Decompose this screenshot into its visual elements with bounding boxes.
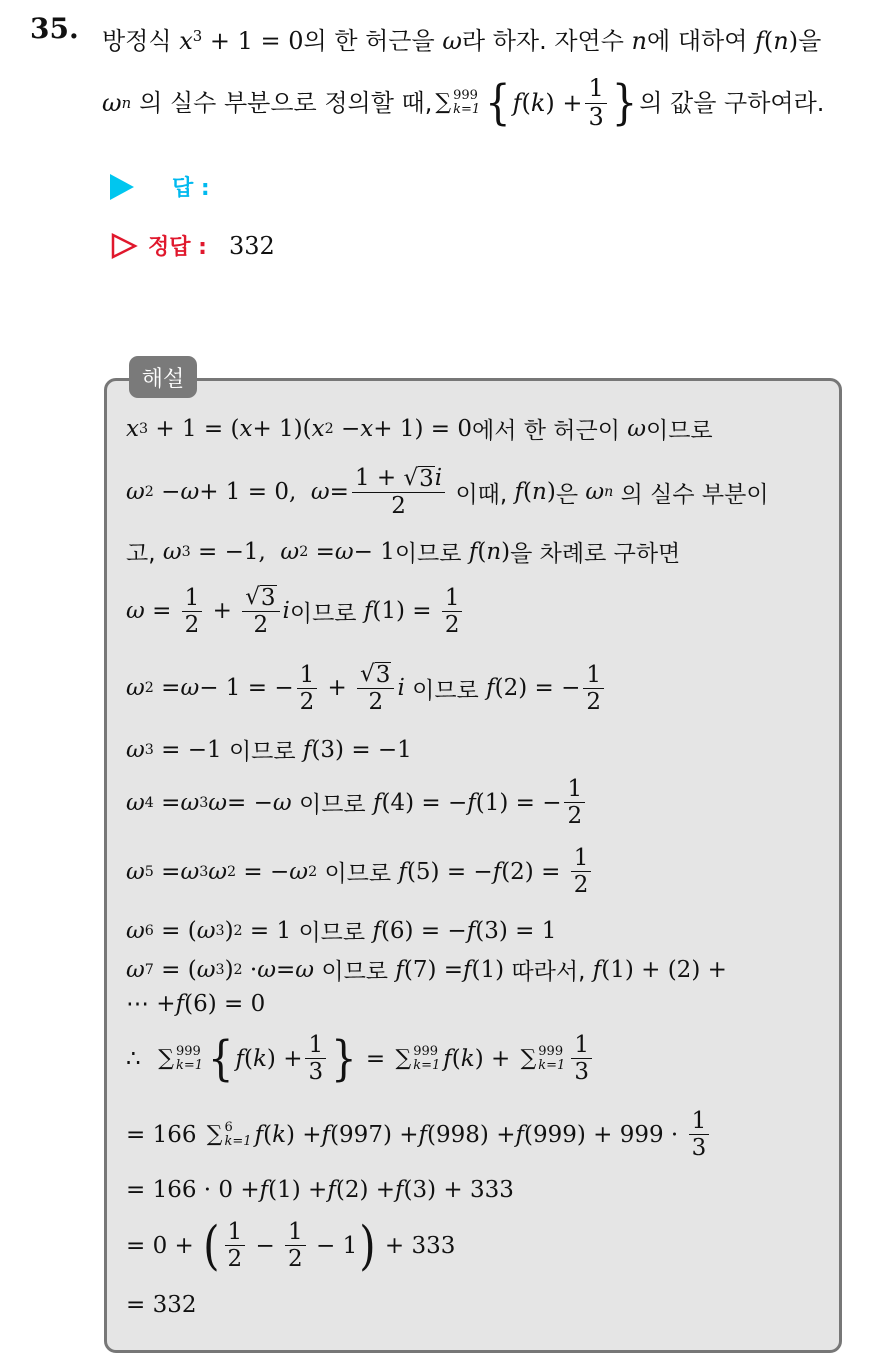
solution-line: ω 2 − ω + 1 = 0, ω = 1 + √ 3 i 2 이때, f ( n ) 은 ω n 의 실수 부분이 bbox=[126, 465, 769, 520]
solution-line: ω 3 = −1 이므로 f (3) = −1 bbox=[126, 736, 412, 765]
answer-row bbox=[110, 171, 210, 202]
triangle-outline-icon bbox=[110, 232, 138, 260]
triangle-filled-icon bbox=[110, 174, 134, 200]
solution-line: = 332 bbox=[126, 1292, 197, 1318]
solution-line: = 0 + ( $\frac{1}{2}$ − $\frac{1}{2}$ − 1 ) + 333 bbox=[126, 1215, 456, 1277]
solution-line: 고, ω 3 = −1, ω 2 = ω − 1 이므로 f ( n ) 을 차례로 구하면 bbox=[126, 538, 681, 567]
solution-tab: 해설 bbox=[129, 356, 197, 398]
answer-label: 답 : bbox=[172, 176, 210, 201]
solution-line: = 166 ∑ 6 k=1 f ( k ) + f (997) + f (998) + f (999) + 999 · $\frac{1}{3}$ bbox=[126, 1109, 712, 1160]
problem-line-1: 방정식 $x^3 + 1 = 0$의 한 허근을 ω라 하자. 자연수 n에 대하여 f(n)을 bbox=[102, 26, 822, 55]
solution-line: ω 4 = ω 3 ω = − ω 이므로 f (4) = − f (1) = − $\frac{1}{2}$ bbox=[126, 777, 588, 828]
problem-number: 35. bbox=[30, 12, 79, 45]
correct-answer-label: 정답 : bbox=[148, 235, 207, 260]
solution-line: ω 5 = ω 3 ω 2 = − ω 2 이므로 f (5) = − f (2) = $\frac{1}{2}$ bbox=[126, 846, 594, 897]
solution-line: ⋯ + f (6) = 0 bbox=[126, 991, 266, 1017]
summation: ∑ 999 k=1 bbox=[435, 88, 481, 117]
solution-line: = 166 · 0 + f (1) + f (2) + f (3) + 333 bbox=[126, 1177, 514, 1203]
correct-answer-row bbox=[110, 230, 275, 261]
solution-line: ∴ ∑ 999 k=1 { f ( k ) + $\frac{1}{3}$ } = ∑ 999 k=1 f ( k ) + ∑ 999 k=1 $\frac{1}{3}$ bbox=[126, 1033, 595, 1084]
correct-answer-value: 332 bbox=[228, 231, 275, 260]
problem-line-2: ω n 의 실수 부분으로 정의할 때, ∑ 999 k=1 { f ( k ) + $\frac{1}{3}$ } 의 값을 구하여라. bbox=[102, 72, 866, 134]
solution-line: ω = $\frac{1}{2}$ + √ 3 2 i 이므로 f (1) = $\frac{1}{2}$ bbox=[126, 585, 465, 637]
solution-line: ω 6 = ( ω 3 ) 2 = 1 이므로 f (6) = − f (3) = 1 bbox=[126, 917, 557, 946]
solution-line: x 3 + 1 = ( x + 1)( x 2 − x + 1) = 0 에서 한 허근이 ω 이므로 bbox=[126, 415, 713, 444]
problem-statement bbox=[102, 10, 866, 134]
solution-line: ω 2 = ω − 1 = − $\frac{1}{2}$ + √ 3 2 i 이므로 f (2) = − $\frac{1}{2}$ bbox=[126, 662, 607, 714]
solution-line: ω 7 = ( ω 3 ) 2 · ω = ω 이므로 f (7) = f (1) 따라서, f (1) + (2) + bbox=[126, 956, 727, 985]
